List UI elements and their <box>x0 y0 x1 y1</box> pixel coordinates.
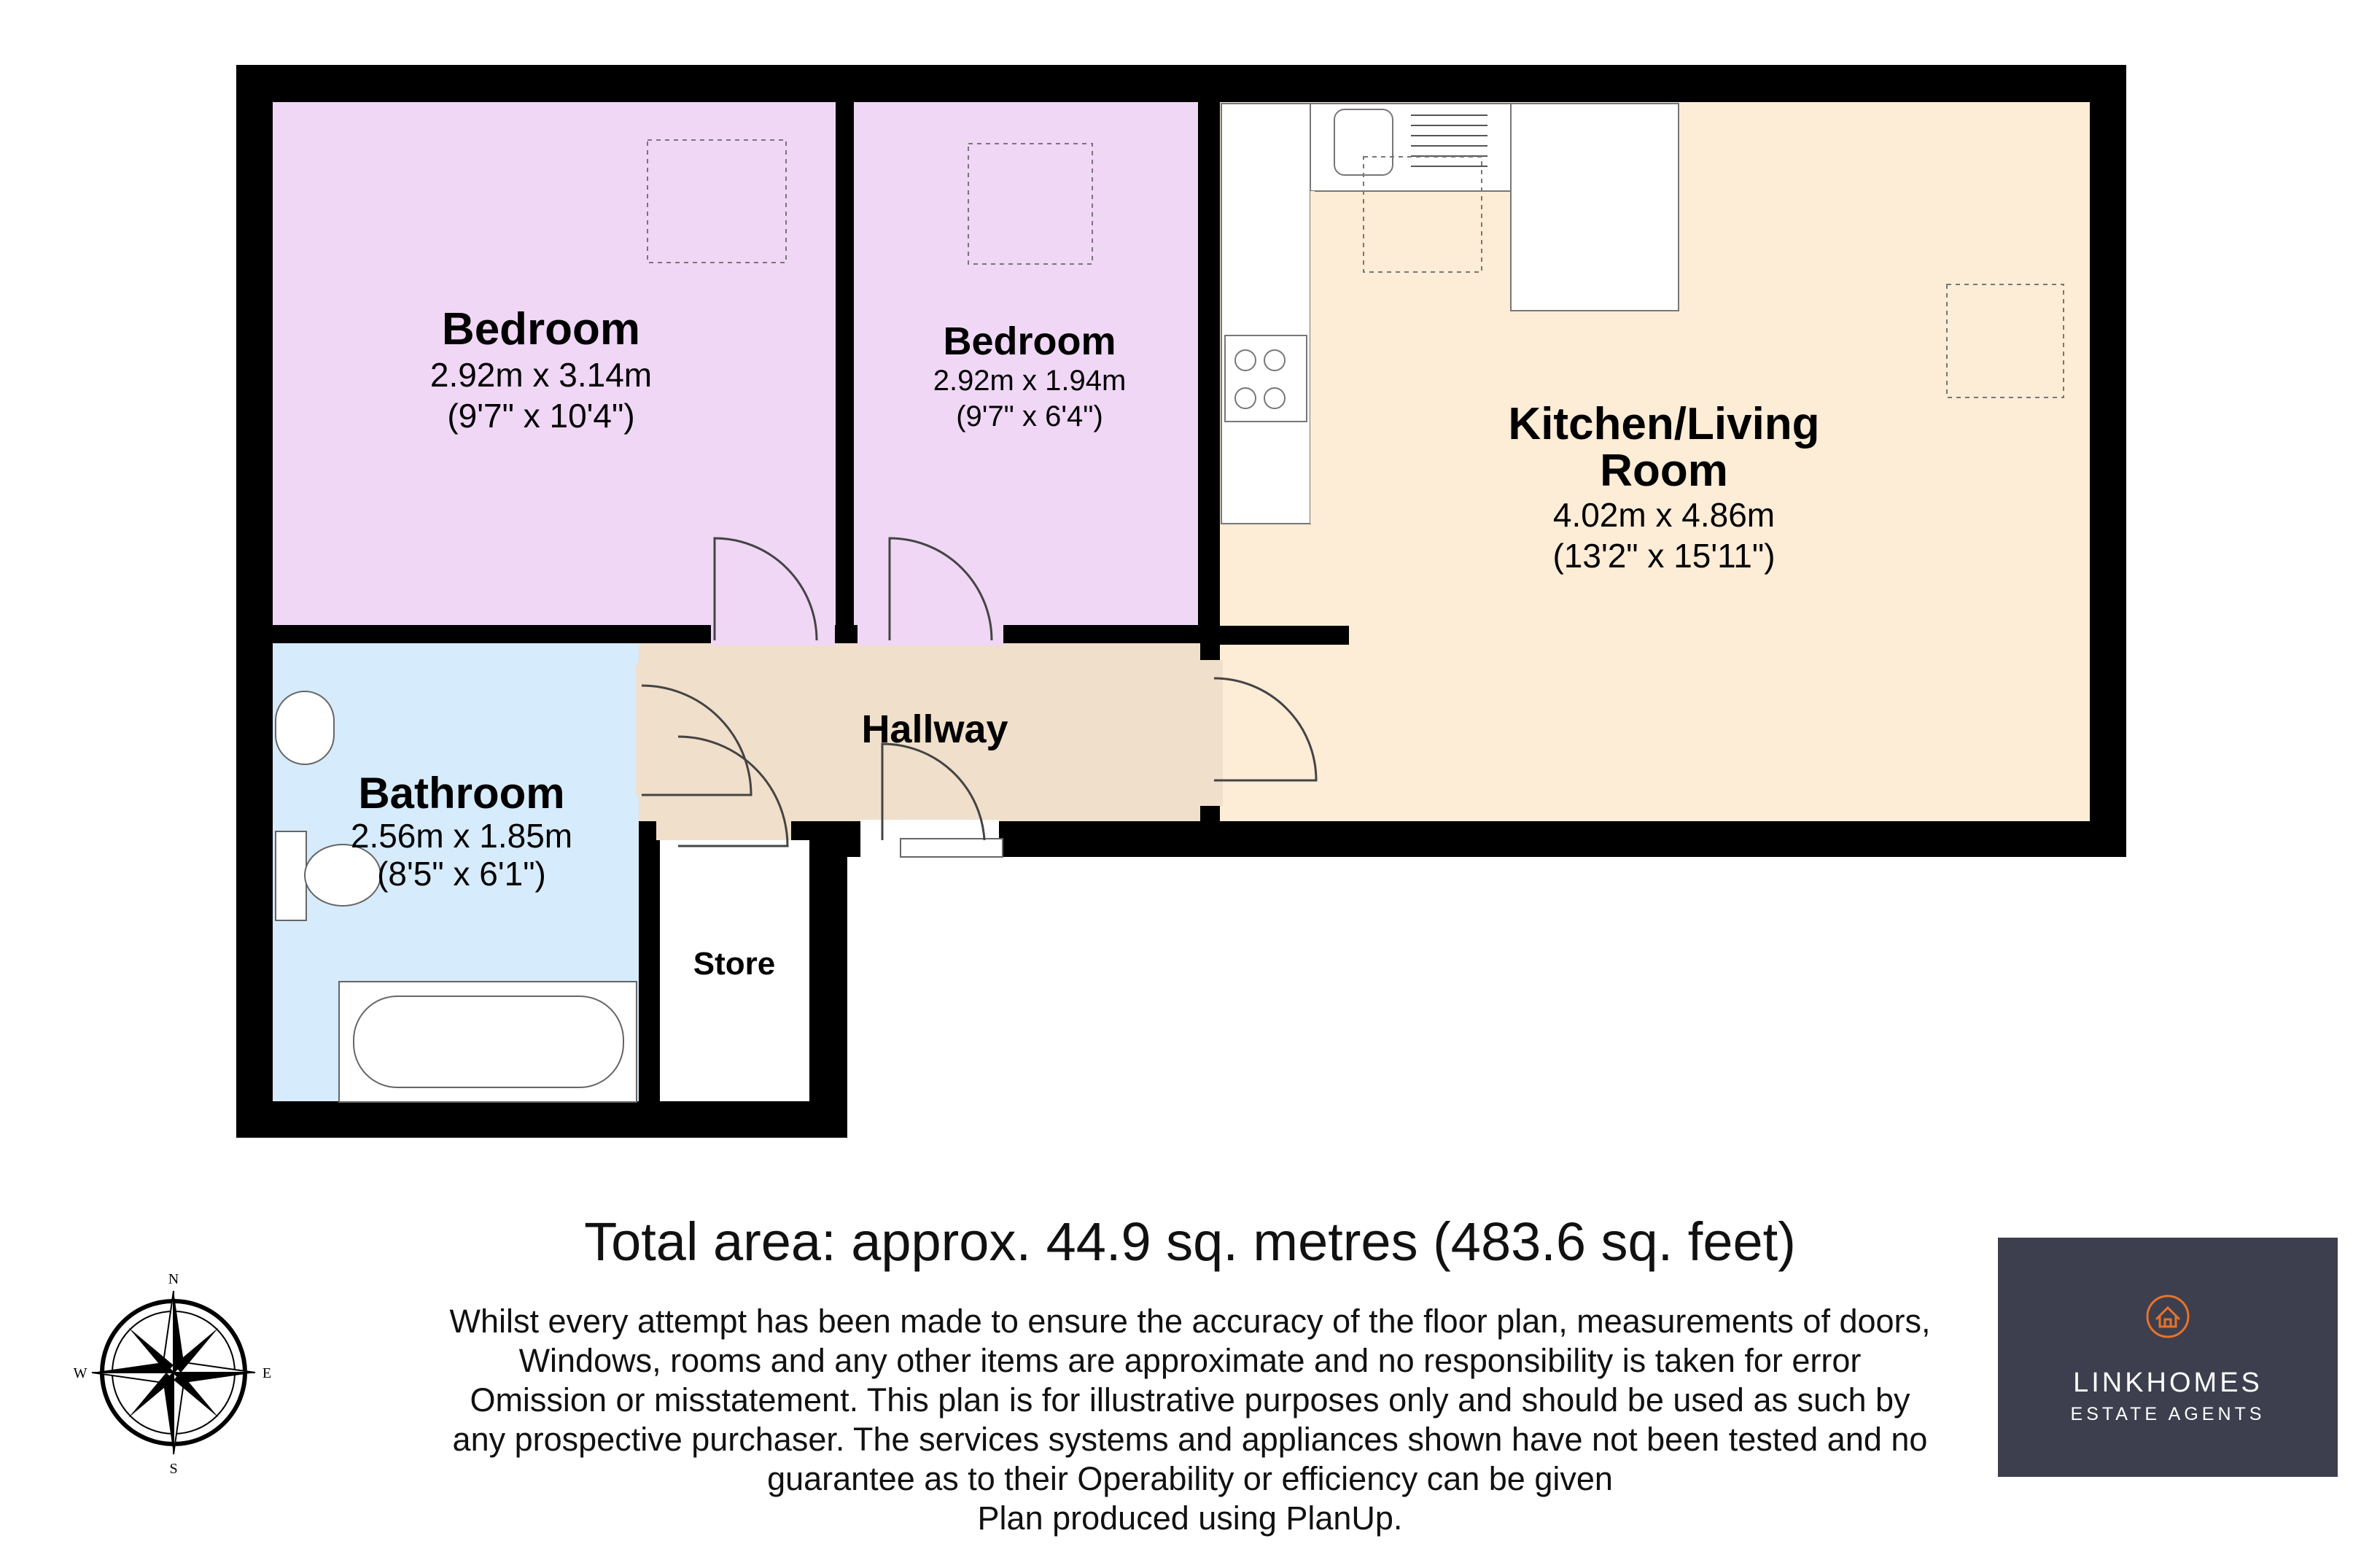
kitchen-tall-unit <box>1511 104 1679 311</box>
room-bathroom-metric: 2.56m x 1.85m <box>350 817 573 855</box>
doorway-bedroom-2 <box>858 624 1003 645</box>
room-hallway-name: Hallway <box>861 707 1008 751</box>
kitchen-unit-divider <box>1310 191 1315 524</box>
logo-subtitle: ESTATE AGENTS <box>2070 1404 2266 1424</box>
house-icon <box>2146 1295 2190 1338</box>
room-bathroom-name: Bathroom <box>358 769 565 818</box>
doorway-bathroom <box>636 664 643 795</box>
room-bedroom-2-metric: 2.92m x 1.94m <box>933 365 1127 397</box>
room-kitchen-name-line2: Room <box>1600 446 1728 496</box>
compass-w: W <box>73 1365 88 1381</box>
wall-stub-kitchen <box>1210 626 1349 645</box>
hallway-door-bay <box>656 817 791 840</box>
room-bedroom-1-metric: 2.92m x 3.14m <box>429 356 653 394</box>
hob-icon <box>1225 335 1307 422</box>
bath-tub-inner <box>354 996 623 1087</box>
disclaimer-line: Plan produced using PlanUp. <box>977 1499 1403 1537</box>
room-bedroom-1-name: Bedroom <box>441 304 641 354</box>
basin-icon <box>276 691 334 764</box>
room-kitchen-metric: 4.02m x 4.86m <box>1552 496 1776 534</box>
disclaimer-line: Whilst every attempt has been made to ensure the accuracy of the floor plan, measurements of doors, <box>449 1303 1931 1340</box>
toilet-cistern-icon <box>276 831 306 920</box>
kitchen-worktop-left <box>1221 104 1310 524</box>
room-bedroom-1-imperial: (9'7" x 10'4") <box>447 397 635 435</box>
room-bedroom-2-imperial: (9'7" x 6'4") <box>956 400 1103 432</box>
disclaimer-line: Omission or misstatement. This plan is for illustrative purposes only and should be used as such by <box>470 1381 1910 1419</box>
total-area: Total area: approx. 44.9 sq. metres (483.6 sq. feet) <box>584 1211 1796 1272</box>
agent-logo <box>1998 1238 2338 1477</box>
room-kitchen-imperial: (13'2" x 15'11") <box>1552 537 1776 575</box>
disclaimer-line: guarantee as to their Operability or efficiency can be given <box>767 1460 1613 1497</box>
compass-e: E <box>262 1365 272 1381</box>
bedroom-2-floor <box>854 102 1198 625</box>
compass-n: N <box>168 1271 179 1287</box>
room-store-name: Store <box>693 946 776 982</box>
disclaimer-line: Windows, rooms and any other items are approximate and no responsibility is taken for error <box>518 1342 1862 1379</box>
room-kitchen-name-line1: Kitchen/Living <box>1508 399 1820 449</box>
windows <box>901 839 1003 857</box>
room-bathroom-imperial: (8'5" x 6'1") <box>377 855 546 893</box>
disclaimer-line: any prospective purchaser. The services systems and appliances shown have not been tested and no <box>452 1421 1928 1458</box>
logo-name: LINKHOMES <box>2073 1367 2263 1398</box>
compass-s: S <box>169 1461 178 1477</box>
doorway-kitchen <box>1198 660 1223 806</box>
room-bedroom-2-name: Bedroom <box>943 319 1116 363</box>
